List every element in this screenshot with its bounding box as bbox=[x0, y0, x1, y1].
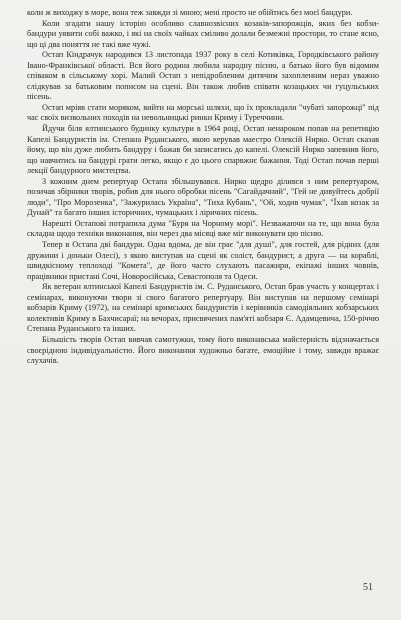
body-text bbox=[27, 8, 379, 367]
paragraph: Остап мріяв стати моряком, вийти на морські шляхи, що їх прокладали "чубаті запорожці" під час своїх визвольних походів на невольницькі ринки Криму і Туреччини. bbox=[27, 102, 379, 123]
paragraph: коли ж виходжу в море, вона теж завжди зі мною; мені просто не обійтись без моєї бандури. bbox=[27, 8, 353, 17]
paragraph: Нарешті Остапові потрапила дума "Буря на Чорному морі". Незважаючи на те, що вона була складна щодо техніки виконання, він через два місяці вже міг виконувати цю пісню. bbox=[27, 218, 379, 239]
paragraph: Коли згадати нашу історію особливо славнозвісних козаків-запорожців, яких без кобзи-бандури уявити собі важко, і які на своїх чайках сміливо долали безмежні простори, то стане ясно, що ці два поняття не такі вже чужі. bbox=[27, 18, 379, 49]
paragraph: З кожним днем репертуар Остапа збільшувався. Нирко щедро ділився з ним репертуаром, позичав збірники творів, робив для нього обробки пісень "Сагайдачний", "Гей не дивуйтесь добрії люди", "Про Морозенка", "Зажурилась Україна", "Тиха Кубань", "Ой, ходив чумак", "Їхав козак за Дунай" та багато інших історичних, чумацьких і ліричних пісень. bbox=[27, 176, 379, 218]
paragraph: Більшість творів Остап вивчав самотужки, тому його виконавська майстерність відзначається своєрідною індивідуальністю. Його виконання художньо багате, емоційне і тому, завжди вражає слухачів. bbox=[27, 334, 379, 366]
page-number: 51 bbox=[363, 582, 373, 593]
paragraph: Остап Кіндрачук народився 13 листопада 1937 року в селі Котиківка, Городківського району Івано-Франківської області. Вся його родина любила народну пісню, а батько його був відомим співаком в сільському хорі. Малий Остап з непідробленим дитячим захопленням нераз уважно слідкував за батьковим пописом на сцені. Він також любив співати козацьких чи гуцульських пісень. bbox=[27, 50, 379, 102]
paragraph: Як ветеран ялтинської Капелі Бандуристів ім. С. Руданського, Остап брав участь у концертах і семінарах, виконуючи твори зі свого багатого репертуару. Він виступав на першому семінарі кобзарів Криму (1972), на семінарі кримських бандуристів і керівників самодіяльних кобзарських колективів Криму в Бахчисараї; на вечорах, присвячених пам'яті кобзаря Є. Адамцевича, 150-річчю Степана Руданського та інших. bbox=[27, 282, 379, 334]
paragraph: Тепер в Остапа дві бандури. Одна вдома, де він грає "для душі", для гостей, для рідних (для дружини і доньки Олесі), з якою виступав на сцені як соліст, бандурист, а друга — на кораблі, швидкісному теплоході "Комета", де його часто слухають пасажири, екіпажі інших човнів, працівники пристані Сочі, Новоросійська, Севастополя та Одеси. bbox=[27, 240, 379, 281]
paragraph: Йдучи біля ялтинського будинку культури в 1964 році, Остап ненароком попав на репетицію Капелі Бандуристів ім. Степана Руданського, якою керував маестро Олексій Нирко. Остап сказав йому, що він дуже любить бандуру і бажав би записатись до капелі. Олексій Нирко запевнив його, що навчитись на бандурі грати легко, якщо є до цього спарвжнє бажання. Тоді Остап почав перші лекції бандурного мистецтва. bbox=[27, 124, 379, 176]
